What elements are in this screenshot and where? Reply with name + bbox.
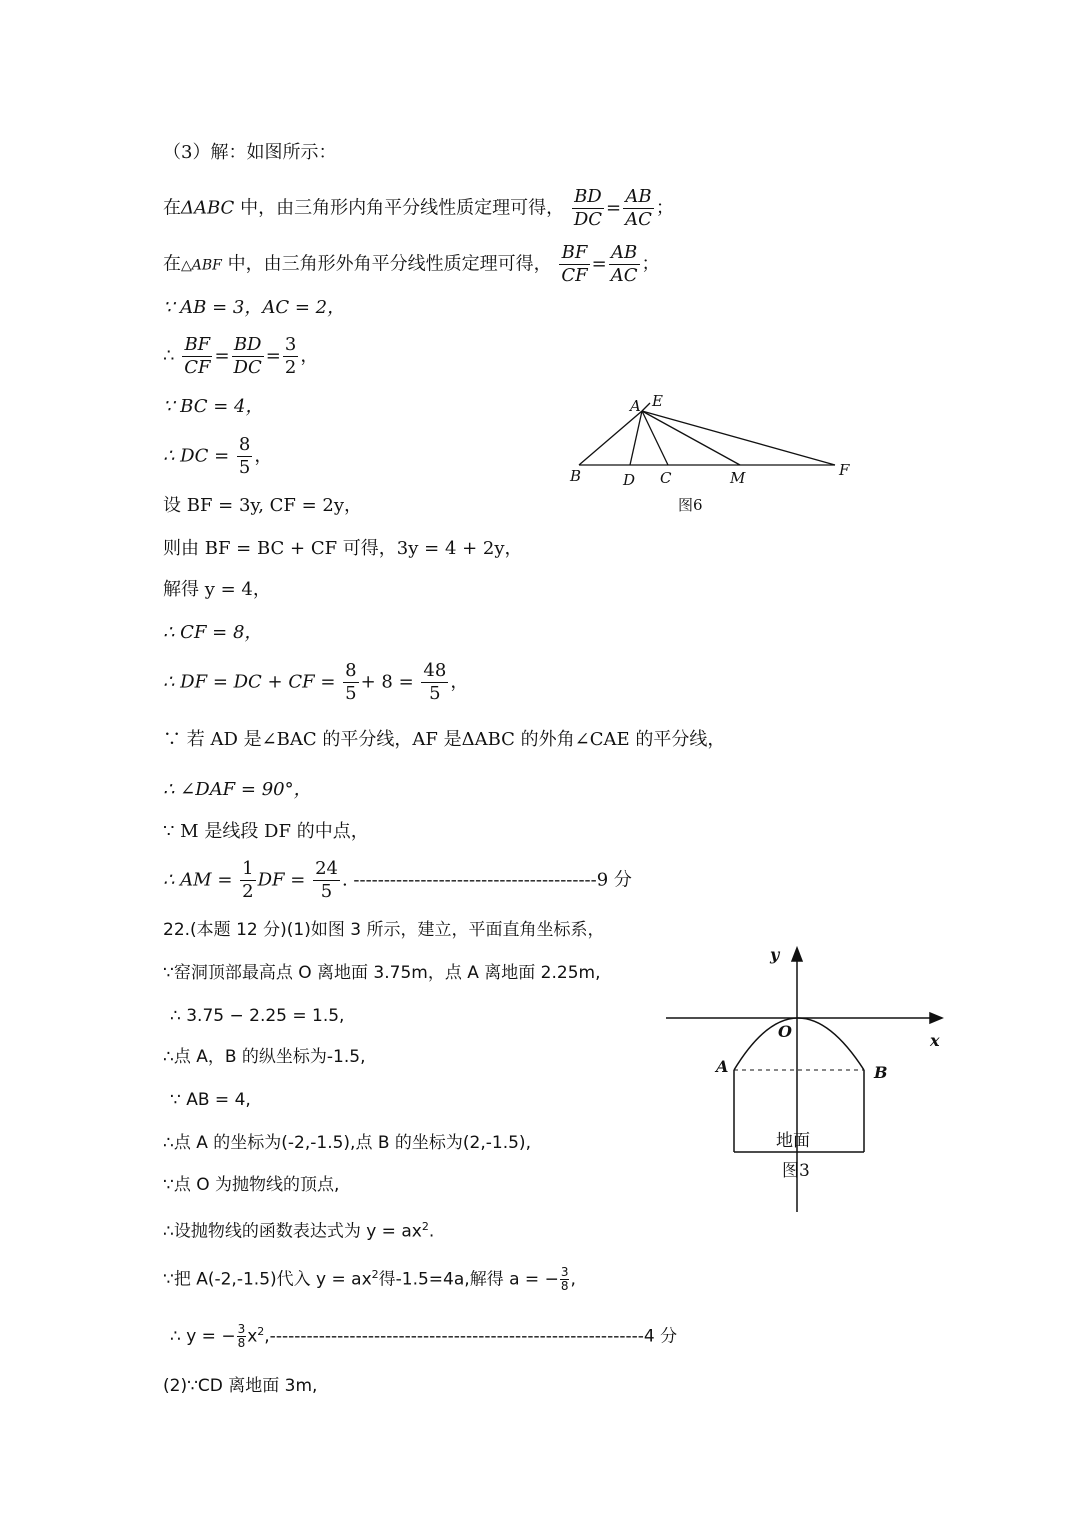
part3-line-14: ∵ M 是线段 DF 的中点， (163, 821, 369, 842)
q22-line-8: ∴设抛物线的函数表达式为 $y = ax^2$. (163, 1220, 435, 1242)
axis-label-y: y (770, 945, 780, 964)
q22-line-3: ∴ 3.75 − 2.25 = 1.5, (170, 1006, 345, 1026)
part3-line-2: 在△ABF 中，由三角形外角平分线性质定理可得， $\frac{BF}{CF}$ = $\frac{AB}{AC}$ ； (163, 242, 660, 286)
point-b-label: B (874, 1063, 888, 1082)
q22-line-10: ∴ y = − $\frac{3}{8}$ $x^2,-------------------------------------------------------------4$ 分 (170, 1322, 678, 1351)
label-f: F (839, 461, 850, 479)
origin-label: O (778, 1022, 792, 1041)
label-e: E (652, 392, 663, 410)
part3-line-1: 在ΔABC 中，由三角形内角平分线性质定理可得， $\frac{BD}{DC}$ = $\frac{AB}{AC}$ ； (163, 186, 674, 230)
q22-line-9: ∵把 A(-2,-1.5)代入 $y = ax^2$得-1.5=4a,解得 a = − $\frac{3}{8}$ , (163, 1265, 576, 1294)
line-am (642, 411, 740, 465)
part3-line-4: ∴ $\frac{BF}{CF}$ = $\frac{BD}{DC}$ = $\frac{3}{2}$ ， (163, 334, 319, 378)
figure-3 (660, 940, 960, 1220)
part3-heading: （3）解：如图所示： (163, 142, 337, 163)
part3-line-6: ∴ DC = $\frac{8}{5}$ ， (163, 434, 273, 478)
label-d: D (623, 471, 636, 489)
q22-line-7: ∵点 O 为抛物线的顶点, (163, 1175, 340, 1195)
point-a-label: A (716, 1057, 729, 1076)
label-m: M (730, 469, 746, 487)
q22-line-4: ∴点 A，B 的纵坐标为-1.5, (163, 1047, 366, 1067)
part3-line-15: ∴ AM = $\frac{1}{2}$ DF = $\frac{24}{5}$ . ----------------------------------------9 分 (163, 858, 632, 902)
label-a: A (630, 397, 641, 415)
line-ab (579, 411, 642, 465)
q22-line-1: 22.(本题 12 分)(1)如图 3 所示，建立，平面直角坐标系， (163, 920, 605, 940)
part3-line-13: ∴ ∠DAF = 90°， (163, 779, 312, 800)
part3-line-12: ∵ 若 AD 是∠BAC 的平分线，AF 是ΔABC 的外角∠CAE 的平分线， (163, 729, 726, 750)
label-c: C (660, 469, 672, 487)
label-b: B (570, 467, 582, 485)
figure3-caption: 图3 (782, 1161, 810, 1181)
figure-6 (560, 390, 860, 520)
line-ae (642, 403, 650, 411)
q22-line-6: ∴点 A 的坐标为(-2,-1.5),点 B 的坐标为(2,-1.5), (163, 1133, 531, 1153)
part3-line-8: 则由 BF = BC + CF 可得，3y = 4 + 2y， (163, 538, 523, 559)
q22-line-11: (2)∵CD 离地面 3m, (163, 1376, 318, 1396)
line-ac (642, 411, 668, 465)
line-af (642, 411, 835, 465)
part3-line-9: 解得 y = 4， (163, 579, 271, 600)
figure6-caption: 图6 (678, 496, 703, 514)
q22-line-5: ∵ AB = 4, (170, 1090, 251, 1110)
part3-line-11: ∴ DF = DC + CF = $\frac{8}{5}$ + 8 = $\frac{48}{5}$ ， (163, 660, 469, 704)
ground-label: 地面 (776, 1131, 810, 1151)
part3-line-10: ∴ CF = 8， (163, 622, 263, 643)
parabola-arch (734, 1018, 864, 1070)
part3-line-3: ∵ AB = 3，AC = 2， (163, 297, 346, 318)
axis-label-x: x (930, 1031, 940, 1050)
part3-line-5: ∵ BC = 4， (163, 396, 264, 417)
part3-line-7: 设 BF = 3y, CF = 2y， (163, 495, 363, 516)
q22-line-2: ∵窑洞顶部最高点 O 离地面 3.75m，点 A 离地面 2.25m, (163, 963, 601, 983)
x-axis-arrow (930, 1013, 942, 1023)
y-axis-arrow (792, 948, 802, 961)
